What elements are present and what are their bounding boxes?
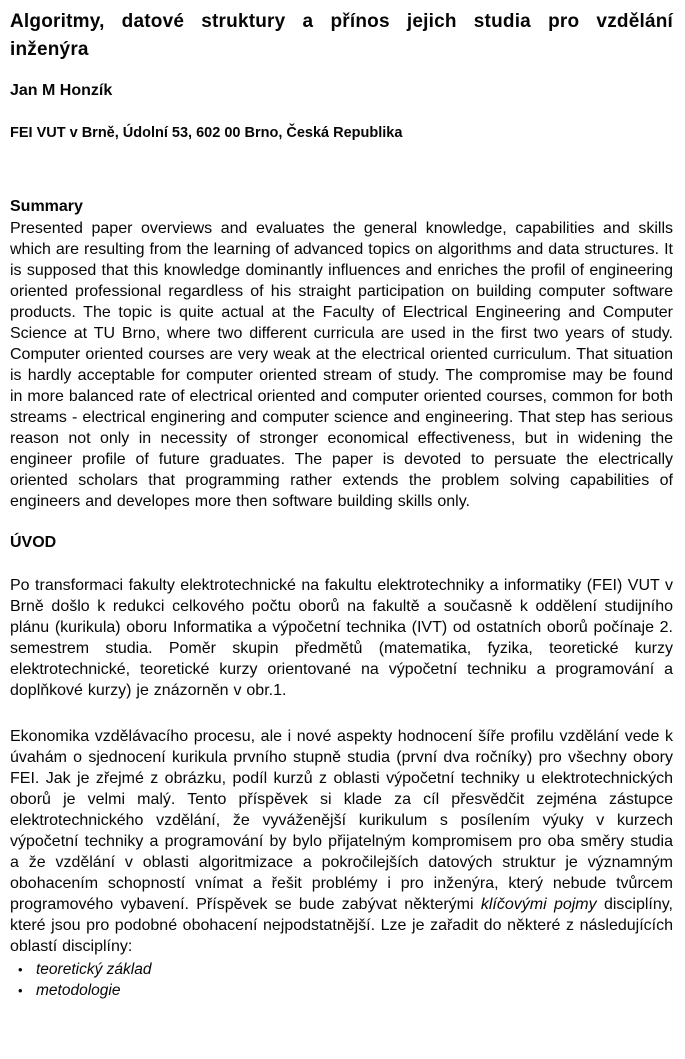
discipline-areas-list (10, 960, 673, 1001)
bullet-item-text: metodologie (36, 982, 121, 999)
bullet-icon: • (18, 962, 23, 977)
bullet-icon: • (18, 983, 23, 998)
author-affiliation: FEI VUT v Brně, Údolní 53, 602 00 Brno, Česká Republika (10, 125, 403, 141)
author-name: Jan M Honzík (10, 82, 113, 99)
summary-body: Presented paper overviews and evaluates the general knowledge, capabilities and skills which are resulting from the learning of advanced topics on algorithms and data structures. It is supposed that this knowledge dominantly influences and enriches the profil of engineering oriented professional regardless of his straight participation on building computer software products. The topic is quite actual at the Faculty of Electrical Engineering and Computer Science at TU Brno, where two different curricula are used in the first two years of study. Computer oriented courses are very weak at the electrical oriented curriculum. That situation is hardly acceptable for computer oriented stream of study. The compromise may be found in more balanced rate of electrical oriented and computer oriented courses, common for both streams - electrical enginering and computer science and engineering. That step has serious reason not only in necessity of stronger economical effectiveness, but in widening the engineer profile of future graduates. The paper is devoted to persuate the electrically oriented scholars that programming rather extends the problem solving capabilities of engineers and developes more then software building skills only. (10, 220, 673, 510)
summary-heading: Summary (10, 198, 83, 215)
uvod-paragraph-1: Po transformaci fakulty elektrotechnické na fakultu elektrotechniky a informatiky (FEI) VUT v Brně došlo k redukci celkového počtu oborů na fakultě a současně k oddělení studijního plánu (kurikula) oboru Informatika a výpočetní technika (IVT) od ostatních oborů počínaje 2. semestrem studia. Poměr skupin předmětů (matematika, fyzika, teoretické kurzy elektrotechnické, teoretické kurzy orientované na výpočetní techniku a programování a doplňkové kurzy) je znázorněn v obr.1. (10, 577, 673, 699)
paper-title-line-2: inženýra (10, 39, 89, 60)
bullet-item-text: teoretický základ (36, 961, 152, 978)
list-item-teoreticky-zaklad (10, 960, 673, 980)
uvod-paragraph-2-text-after: disciplíny, které jsou pro podobné obohacení nejpodstatnější. Lze je zařadit do některé z následujících oblastí disciplíny: (10, 896, 674, 955)
paper-title (10, 8, 673, 64)
list-item-metodologie (10, 981, 673, 1001)
uvod-paragraph-2-italic-phrase: klíčovými pojmy (480, 896, 597, 913)
uvod-heading: ÚVOD (10, 534, 57, 551)
paper-title-line-1: Algoritmy, datové struktury a přínos jejich studia pro vzdělání (10, 11, 673, 32)
uvod-paragraph-2 (10, 726, 673, 957)
uvod-paragraph-2-text-before: Ekonomika vzdělávacího procesu, ale i nové aspekty hodnocení šíře profilu vzdělání vede k úvahám o sjednocení kurikula prvního stupně studia (první dva ročníky) pro všechny obory FEI. Jak je zřejmé z obrázku, podíl kurzů z oblasti výpočetní techniky u elektrotechnických oborů je velmi malý. Tento příspěvek si klade za cíl přesvědčit zejména zástupce elektrotechnického vzdělání, že vyváženější kurikulum s posílením výuky v kurzech výpočetní techniky a programování by bylo přijatelným kompromisem pro oba směry studia a že vzdělání v oblasti algoritmizace a pokročilejších datových struktur je významným obohacením schopností vnímat a řešit problémy i pro inženýra, který nebude tvůrcem programového vybavení. Příspěvek se bude zabývat některými (10, 728, 673, 913)
